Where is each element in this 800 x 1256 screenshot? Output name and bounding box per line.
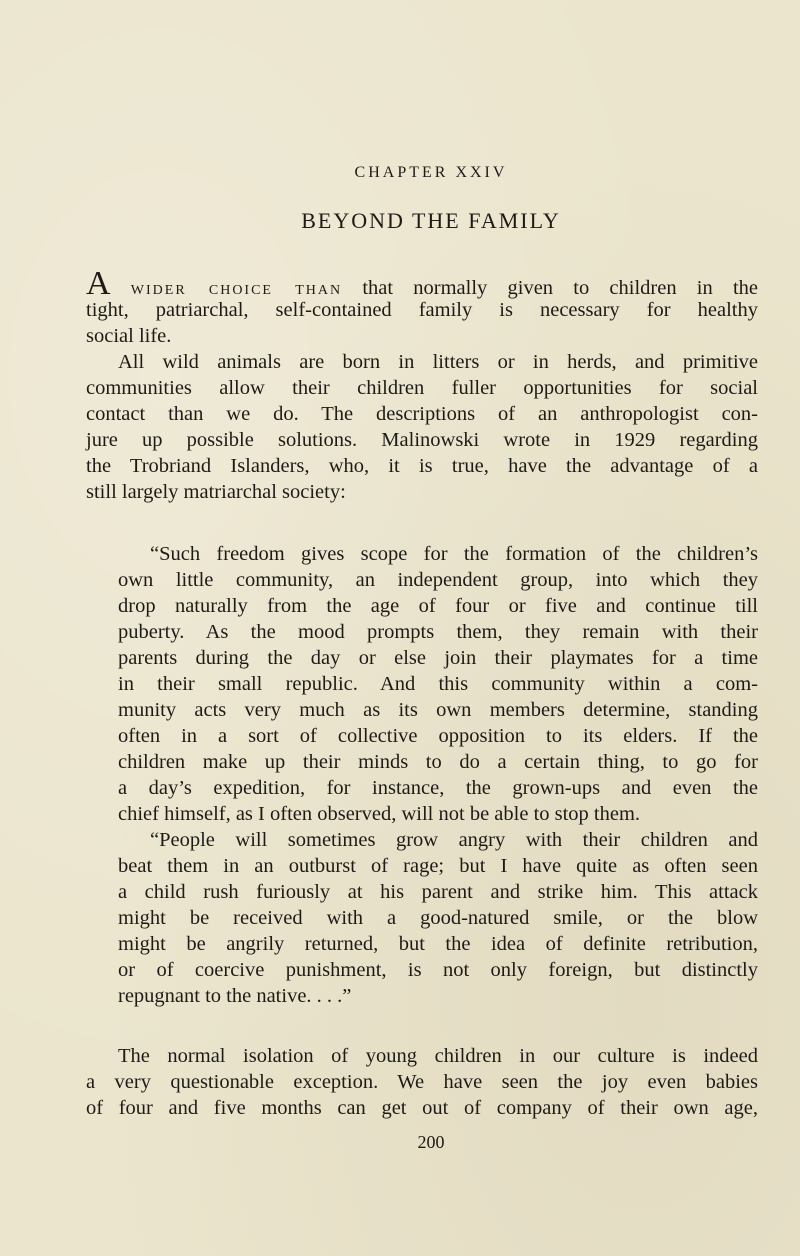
text-line: or of coercive punishment, is not only foreign, but distinctly <box>118 959 758 981</box>
text-line: still largely matriarchal society: <box>86 481 346 503</box>
text-line: the Trobriand Islanders, who, it is true, have the advantage of a <box>86 455 758 477</box>
text-line: chief himself, as I often observed, will not be able to stop them. <box>118 803 641 825</box>
quote-paragraph <box>118 827 758 1009</box>
text-line: a day’s expedition, for instance, the grown-ups and even the <box>118 777 758 799</box>
block-quote <box>118 541 758 1009</box>
text-line: repugnant to the native. . . .” <box>118 985 352 1007</box>
body-text-top <box>86 265 759 505</box>
text-line: a very questionable exception. We have seen the joy even babies <box>86 1071 758 1093</box>
text-line: parents during the day or else join their playmates for a time <box>118 647 758 669</box>
paragraph-opening <box>86 265 759 349</box>
text-line: jure up possible solutions. Malinowski wrote in 1929 regarding <box>86 429 758 451</box>
lead-smallcaps: wider choice than <box>130 277 343 299</box>
text-line: All wild animals are born in litters or in herds, and primitive <box>118 351 758 373</box>
text-line: “People will sometimes grow angry with their children and <box>150 829 758 851</box>
text-line: might be angrily returned, but the idea of definite retribution, <box>118 933 758 955</box>
text-line: a child rush furiously at his parent and strike him. This attack <box>118 881 758 903</box>
text-line: of four and five months can get out of company of their own age, <box>86 1097 758 1119</box>
paragraph <box>86 1043 758 1121</box>
text-line: “Such freedom gives scope for the formation of the children’s <box>150 543 758 565</box>
text-line: The normal isolation of young children in our culture is indeed <box>118 1045 758 1067</box>
body-text-bottom <box>86 1043 758 1121</box>
text-line <box>86 265 759 302</box>
text-line: tight, patriarchal, self-contained family is necessary for healthy <box>86 299 758 321</box>
text-line: puberty. As the mood prompts them, they remain with their <box>118 621 758 643</box>
text-line: own little community, an independent group, into which they <box>118 569 758 591</box>
text-line: munity acts very much as its own members determine, standing <box>118 699 758 721</box>
chapter-title: BEYOND THE FAMILY <box>301 208 561 233</box>
text-line: contact than we do. The descriptions of an anthropologist con- <box>86 403 758 425</box>
chapter-label: CHAPTER XXIV <box>354 164 508 181</box>
text-line-content: that normally given to children in the <box>362 277 759 299</box>
paragraph <box>86 349 758 505</box>
text-line: children make up their minds to do a certain thing, to go for <box>118 751 758 773</box>
text-line: social life. <box>86 325 172 347</box>
text-line: might be received with a good-natured smile, or the blow <box>118 907 758 929</box>
text-line: communities allow their children fuller opportunities for social <box>86 377 758 399</box>
drop-cap: A <box>86 265 111 302</box>
page-number: 200 <box>417 1132 445 1152</box>
quote-paragraph <box>118 541 758 827</box>
text-line: beat them in an outburst of rage; but I have quite as often seen <box>118 855 758 877</box>
text-line: often in a sort of collective opposition to its elders. If the <box>118 725 758 747</box>
text-line: drop naturally from the age of four or five and continue till <box>118 595 758 617</box>
text-line: in their small republic. And this community within a com- <box>118 673 758 695</box>
